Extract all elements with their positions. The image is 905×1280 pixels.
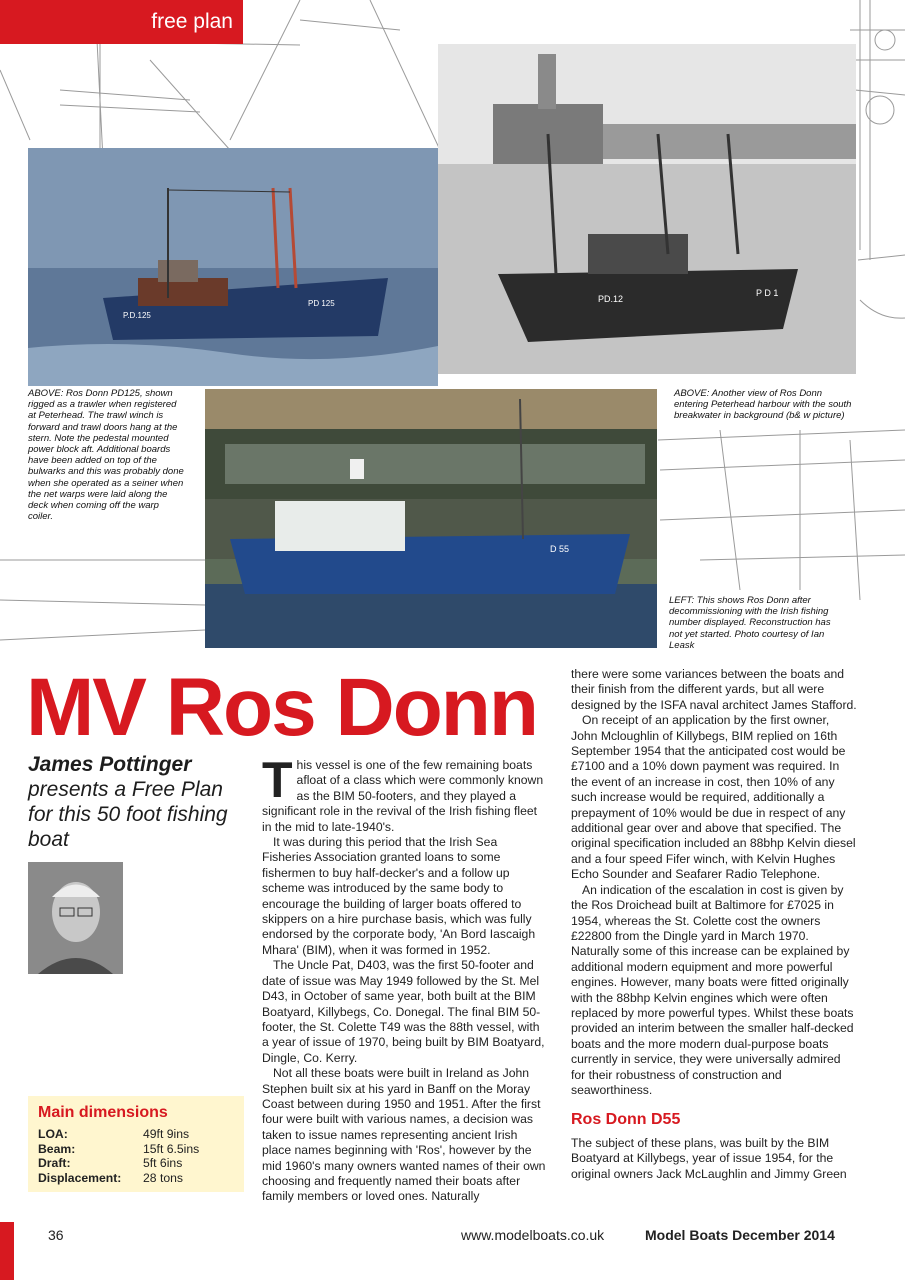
paragraph: his vessel is one of the few remaining boats afloat of a class which were commonly known as the BIM 50-footers, and they played a significant role in the revival of the Irish fishing fleet in the mid to late-1940's. — [262, 758, 544, 834]
footer-magazine: Model Boats December 2014 — [645, 1227, 835, 1243]
hull-number-stern: P D 1 — [756, 288, 779, 298]
hull-number-bow: P.D.125 — [123, 311, 151, 320]
photo-ros-donn-harbour-bw — [438, 44, 856, 374]
section-tab: free plan — [0, 0, 243, 44]
dimensions-table — [38, 1127, 199, 1185]
footer-url: www.modelboats.co.uk — [461, 1227, 605, 1243]
section-subhead: Ros Donn D55 — [571, 1111, 681, 1129]
table-row — [38, 1171, 199, 1186]
author-name: James Pottinger — [28, 753, 192, 776]
dim-value: 15ft 6.5ins — [143, 1141, 200, 1156]
hull-number-stern: PD 125 — [308, 299, 335, 308]
paragraph: there were some variances between the boats and their finish from the different yards, but all were designed by the ISFA naval architect James Stafford. — [571, 667, 857, 712]
dim-label: Displacement: — [38, 1170, 122, 1185]
table-row — [38, 1127, 199, 1142]
page-edge-bar — [0, 1222, 14, 1280]
caption-top-left: ABOVE: Ros Donn PD125, shown rigged as a trawler when registered at Peterhead. The trawl winch is forward and trawl doors hang at the stern. Note the pedestal mounted power block aft. Additional boards have been added on top of the bulwarks and this was probably done when she operated as a seiner when the net warps were laid along the deck when coming off the warp coiler. — [28, 388, 184, 523]
article-column-1 — [262, 752, 546, 1205]
paragraph: On receipt of an application by the first owner, John Mcloughlin of Killybegs, BIM replied on 16th September 1954 that the anticipated cost would be £7100 and a 10% down payment was required. In the event of an increase in cost, then 10% of any such increase would be required, additionally a prepayment of 10% would be due in respect of any additional gear over and above that specified. The original specification included an 88bhp Kelvin diesel and a four speed Fifer winch, with Kelvin Hughes Echo Sounder and Seafarer Radio Telephone. — [571, 713, 856, 882]
paragraph: It was during this period that the Irish Sea Fisheries Association granted loans to some fishermen to buy half-decker's and a follow up scheme was introduced by the same body to encourage the building of larger boats offered to skippers on a hire purchase basis, which was fully endorsed by the corporate body, 'An Bord Iascaigh Mhara' (BIM), when it was formed in 1952. — [262, 835, 536, 957]
drop-cap: T — [262, 752, 293, 808]
author-standfirst — [28, 752, 248, 852]
photo-ros-donn-trawler — [28, 148, 438, 386]
caption-bottom-right: LEFT: This shows Ros Donn after decommissioning with the Irish fishing number displayed. Reconstruction has not yet started. Photo courtesy of Ian Leask — [669, 595, 839, 651]
main-dimensions-box — [28, 1096, 244, 1192]
dim-label: Draft: — [38, 1156, 71, 1170]
caption-top-right: ABOVE: Another view of Ros Donn entering Peterhead harbour with the south breakwater in background (b& w picture) — [674, 388, 852, 422]
dim-value: 5ft 6ins — [143, 1156, 183, 1170]
dim-value: 49ft 9ins — [143, 1127, 190, 1141]
table-row — [38, 1156, 199, 1171]
dim-label: LOA: — [38, 1127, 68, 1141]
dimensions-heading: Main dimensions — [38, 1104, 168, 1121]
author-strap: presents a Free Plan for this 50 foot fishing boat — [28, 778, 228, 851]
dim-label: Beam: — [38, 1141, 76, 1156]
author-portrait — [28, 862, 123, 974]
hull-number: D 55 — [550, 544, 570, 554]
paragraph: The Uncle Pat, D403, was the first 50-footer and date of issue was May 1949 followed by the St. Mel D43, in October of same year, both built at the BIM Boatyard, Killybegs, Co. Donegal. The final BIM 50-footer, the St. Colette T49 was the 88th vessel, with a year of issue of 1970, being built by BIM Boatyard, Dingle, Co. Kerry. — [262, 958, 545, 1065]
article-column-2 — [571, 667, 857, 1182]
paragraph: An indication of the escalation in cost is given by the Ros Droichead built at Baltimore for £7025 in 1954, whereas the St. Colette cost the owners £22800 from the Dingle yard in March 1970. Naturally some of this increase can be explained by additional modern equipment and more powerful engines. However, many boats were fitted originally with the 88bhp Kelvin engines which were often replaced by more powerful types. Whilst these boats provided an interim between the smaller half-decked boats and the more modern dual-purpose boats currently in service, they were universally admired for their robustness of construction and seaworthiness. — [571, 882, 854, 1097]
page-number: 36 — [48, 1227, 64, 1243]
paragraph: Not all these boats were built in Ireland as John Stephen built six at his yard in Banff on the Moray Coast between during 1950 and 1951. After the first four were built with various names, a decision was taken to issue names representing ancient Irish place names beginning with 'Ros', however by the mid 1960's many owners wanted names of their own choosing and frequently named their boats after family members or loved ones. Naturally — [262, 1066, 546, 1204]
article-title: MV Ros Donn — [26, 662, 537, 753]
dim-value: 28 tons — [143, 1170, 183, 1185]
photo-ros-donn-decommissioned — [205, 389, 657, 648]
hull-number-bow: PD.12 — [598, 294, 624, 304]
paragraph: The subject of these plans, was built by the BIM Boatyard at Killybegs, year of issue 1954, for the original owners Jack McLaughlin and Jimmy Green — [571, 1135, 847, 1181]
table-row — [38, 1142, 199, 1157]
